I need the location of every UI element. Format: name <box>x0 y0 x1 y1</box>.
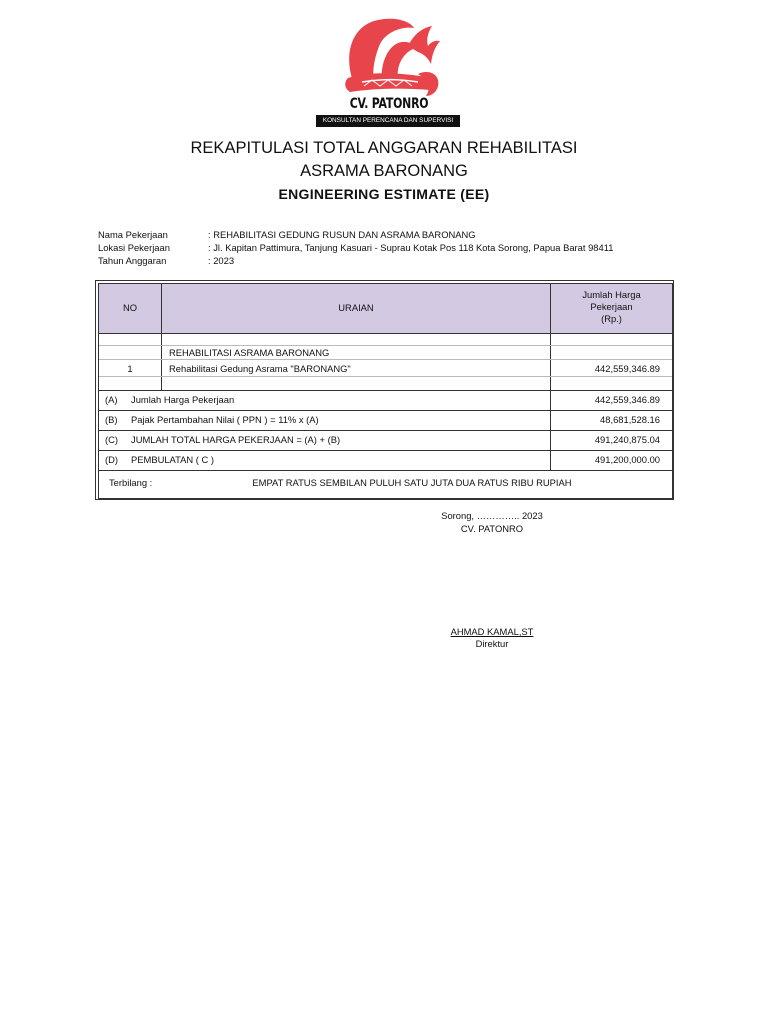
company-logo <box>314 14 464 129</box>
signature-company: CV. PATONRO <box>460 523 524 534</box>
row-divider <box>99 450 672 451</box>
info-label: Nama Pekerjaan <box>98 229 168 240</box>
summary-label: PEMBULATAN ( C ) <box>131 454 214 465</box>
summary-code: (A) <box>105 394 118 405</box>
document-title-line1: REKAPITULASI TOTAL ANGGARAN REHABILITASI <box>190 139 578 157</box>
summary-amount: 491,200,000.00 <box>594 454 660 465</box>
row-divider <box>99 410 672 411</box>
item-no: 1 <box>127 363 133 374</box>
row-divider <box>99 470 672 471</box>
signature-position: Direktur <box>475 638 509 649</box>
row-divider <box>99 359 672 360</box>
summary-amount: 442,559,346.89 <box>594 394 660 405</box>
header-no: NO <box>122 302 138 313</box>
company-name: CV. PATONRO <box>349 96 429 112</box>
summary-label: Pajak Pertambahan Nilai ( PPN ) = 11% x (A) <box>131 414 319 425</box>
item-desc: Rehabilitasi Gedung Asrama "BARONANG" <box>169 363 351 374</box>
summary-amount: 491,240,875.04 <box>594 434 660 445</box>
summary-code: (B) <box>105 414 118 425</box>
info-value: : Jl. Kapitan Pattimura, Tanjung Kasuari - Suprau Kotak Pos 118 Kota Sorong, Papua Barat 98411 <box>208 242 614 253</box>
row-divider <box>99 430 672 431</box>
column-divider <box>161 284 162 391</box>
row-divider <box>99 376 672 377</box>
info-label: Tahun Anggaran <box>98 255 167 266</box>
summary-label: Jumlah Harga Pekerjaan <box>131 394 235 405</box>
item-amount: 442,559,346.89 <box>594 363 660 374</box>
header-uraian: URAIAN <box>338 302 374 313</box>
signature-place-date: Sorong, ………….. 2023 <box>441 510 543 521</box>
table-header <box>99 284 672 334</box>
info-value: : 2023 <box>208 255 235 266</box>
helmet-logo-icon <box>334 14 444 100</box>
header-jumlah-line3: (Rp.) <box>601 313 622 324</box>
row-divider <box>99 345 672 346</box>
company-tagline: KONSULTAN PERENCANA DAN SUPERVISI <box>316 115 460 127</box>
header-jumlah-line1: Jumlah Harga <box>582 289 641 300</box>
info-value: : REHABILITASI GEDUNG RUSUN DAN ASRAMA BARONANG <box>208 229 476 240</box>
document-subtitle: ENGINEERING ESTIMATE (EE) <box>278 186 490 202</box>
document-title-line2: ASRAMA BARONANG <box>300 162 468 180</box>
terbilang-label: Terbilang : <box>109 477 153 488</box>
summary-label: JUMLAH TOTAL HARGA PEKERJAAN = (A) + (B) <box>131 434 341 445</box>
terbilang-value: EMPAT RATUS SEMBILAN PULUH SATU JUTA DUA RATUS RIBU RUPIAH <box>252 477 572 488</box>
info-label: Lokasi Pekerjaan <box>98 242 170 253</box>
row-divider <box>99 390 672 391</box>
budget-table <box>95 280 674 500</box>
header-jumlah-line2: Pekerjaan <box>590 301 633 312</box>
signature-name: AHMAD KAMAL,ST <box>450 626 534 637</box>
section-title: REHABILITASI ASRAMA BARONANG <box>169 347 330 358</box>
summary-code: (D) <box>105 454 119 465</box>
summary-code: (C) <box>105 434 119 445</box>
summary-amount: 48,681,528.16 <box>600 414 660 425</box>
